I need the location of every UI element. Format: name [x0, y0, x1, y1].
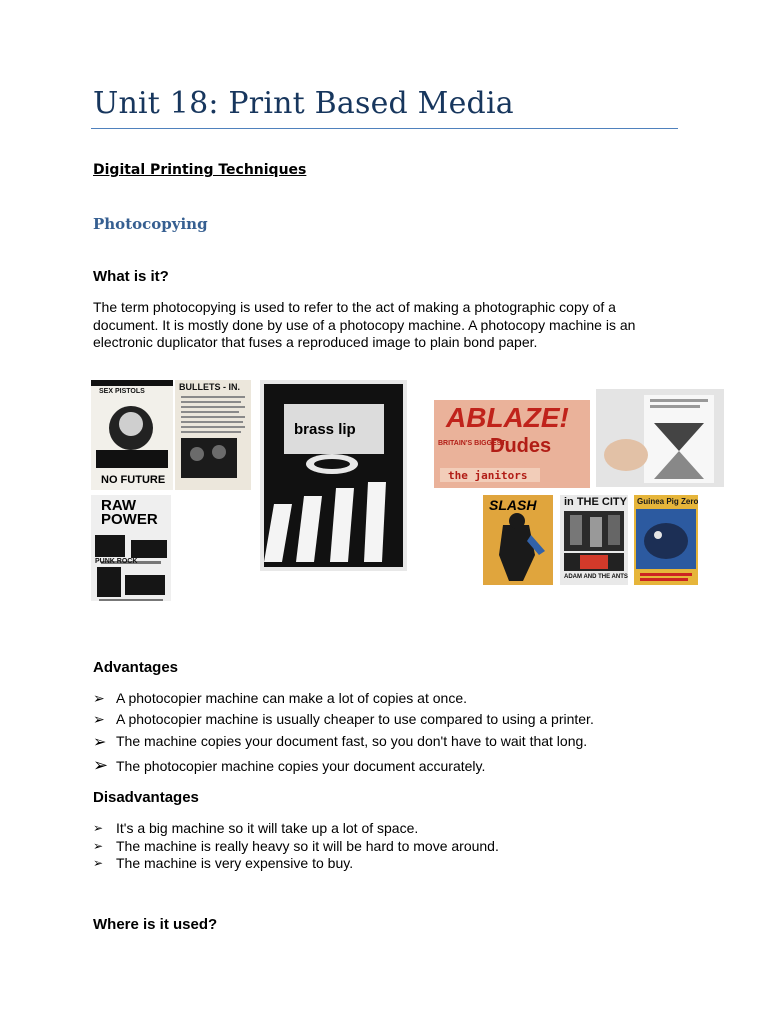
zine-text-sex-pistols: SEX PISTOLS	[99, 388, 145, 395]
list-item: ➢ The photocopier machine copies your document accurately.	[93, 755, 486, 775]
zine-image-slash	[483, 495, 553, 585]
zine-image-brass-lip	[260, 380, 407, 571]
zine-text-bullets-in: BULLETS - IN.	[179, 382, 240, 392]
what-paragraph: The term photocopying is used to refer to the act of making a photographic copy of a document. It is mostly done by use of a photocopy machine. A photocopy machine is an electronic duplicator that fuses a reproduced image to plain bond paper.	[93, 299, 636, 350]
list-item: ➢ The machine is very expensive to buy.	[93, 855, 354, 871]
arrow-bullet-icon: ➢	[93, 711, 105, 727]
list-item: ➢ A photocopier machine is usually cheaper to use compared to using a printer.	[93, 711, 594, 727]
arrow-bullet-icon: ➢	[93, 755, 109, 775]
disadvantages-heading: Disadvantages	[93, 789, 199, 806]
advantages-list	[93, 690, 594, 779]
page-title: Unit 18: Print Based Media	[93, 86, 514, 121]
zine-text-britains-biggest: BRITAIN'S BIGGEST	[438, 440, 506, 447]
zine-text-brass-lip: brass lip	[294, 421, 356, 438]
zine-text-ablaze: ABLAZE!	[446, 402, 569, 433]
zine-text-raw-power: RAW POWER	[101, 497, 158, 528]
subtitle: Digital Printing Techniques	[93, 162, 307, 178]
list-item: ➢ The machine copies your document fast, so you don't have to wait that long.	[93, 733, 588, 751]
zine-text-no-future: NO FUTURE	[101, 474, 166, 486]
arrow-bullet-icon: ➢	[93, 734, 107, 751]
disadvantages-list	[93, 820, 499, 873]
zine-image-x-poster	[596, 389, 724, 487]
what-heading: What is it?	[93, 268, 169, 285]
advantages-heading: Advantages	[93, 659, 179, 676]
list-item: ➢ A photocopier machine can make a lot of copies at once.	[93, 690, 467, 706]
zine-text-the-janitors: the janitors	[448, 469, 528, 482]
zine-image-bullets-in	[175, 380, 251, 490]
arrow-bullet-icon: ➢	[93, 821, 104, 835]
title-divider	[91, 128, 678, 129]
zine-text-dudes: Dudes	[490, 435, 552, 457]
zine-image-sex-pistols	[91, 380, 173, 490]
zine-text-slash: SLASH	[489, 497, 537, 513]
zine-text-punk-rock: PUNK ROCK	[95, 558, 138, 565]
zine-text-in-the-city: in THE CITY	[564, 496, 627, 508]
zine-text-guinea-pig-zero: Guinea Pig Zero	[637, 497, 698, 506]
section-heading: Photocopying	[93, 215, 208, 233]
list-item: ➢ The machine is really heavy so it will be hard to move around.	[93, 838, 499, 854]
arrow-bullet-icon: ➢	[93, 690, 105, 706]
zine-text-adam-and-the-ants: ADAM AND THE ANTS	[564, 574, 628, 580]
zine-image-in-the-city	[560, 495, 628, 585]
zine-image-ablaze	[434, 400, 590, 488]
zine-image-guinea-pig-zero	[634, 495, 698, 585]
arrow-bullet-icon: ➢	[93, 839, 104, 853]
list-item: ➢ It's a big machine so it will take up a lot of space.	[93, 820, 419, 836]
arrow-bullet-icon: ➢	[93, 856, 104, 870]
zine-image-raw-power	[91, 495, 171, 601]
where-heading: Where is it used?	[93, 916, 218, 933]
